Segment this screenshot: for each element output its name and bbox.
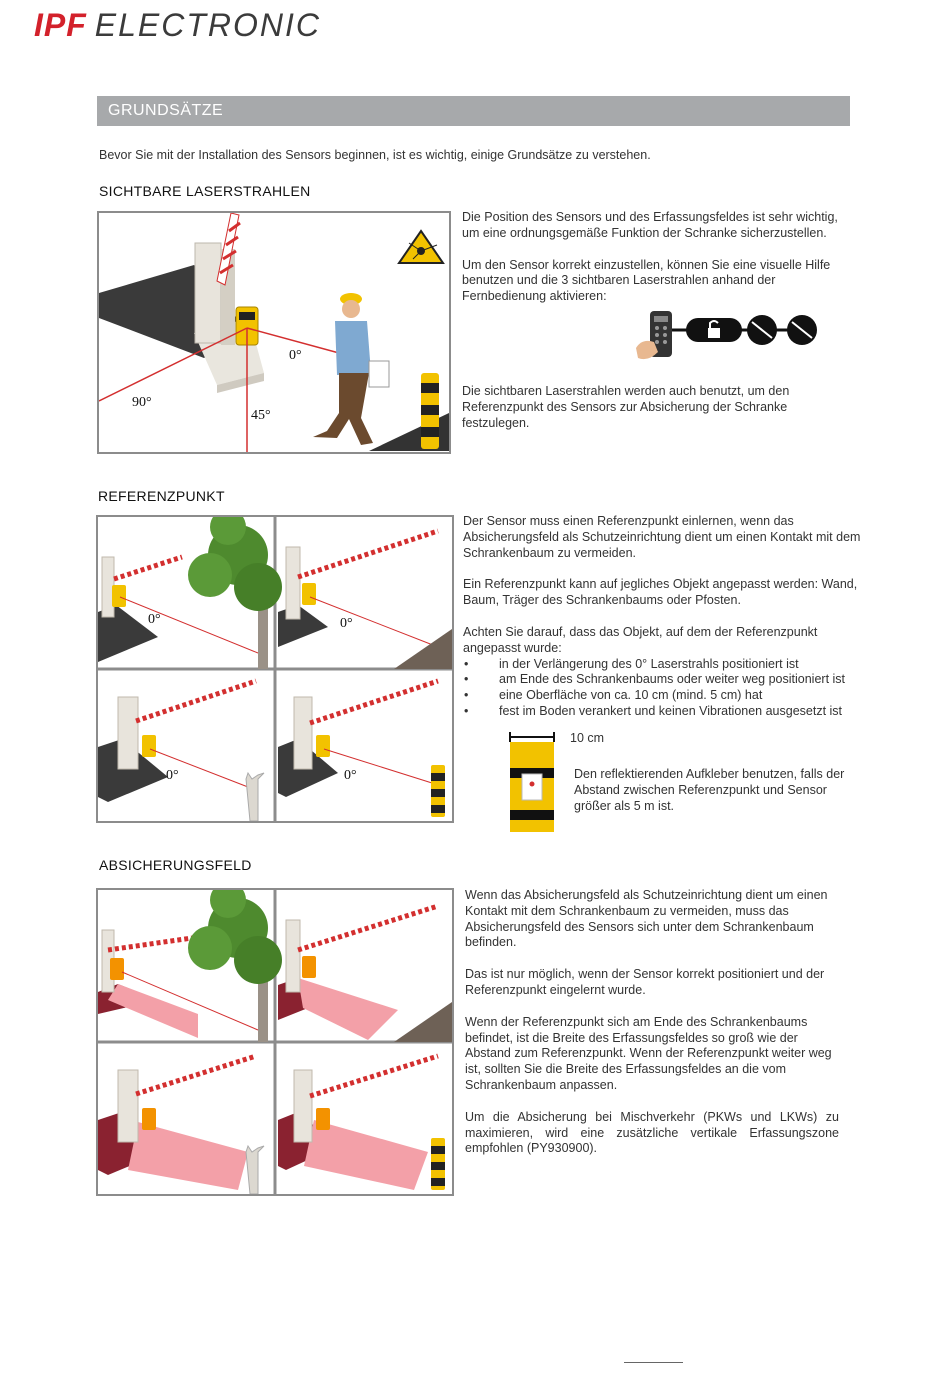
ref-angle-label-3: 0° (166, 768, 179, 783)
reference-paragraph-1: Der Sensor muss einen Referenzpunkt einlernen, wenn das Absicherungsfeld als Schutzeinrichtung dient um einen Kontakt mit dem Schrankenbaum zu vermeiden. (463, 514, 861, 560)
reference-bullet-list (463, 657, 873, 720)
laser-button-1-icon (747, 315, 777, 345)
reflective-sticker (508, 730, 558, 832)
bollard-icon (421, 373, 439, 449)
laser-paragraph-2: Um den Sensor korrekt einzustellen, können Sie eine visuelle Hilfe benutzen und die 3 sichtbaren Laserstrahlen anhand der Fernbedienung aktivieren: (462, 257, 831, 304)
reference-heading: REFERENZPUNKT (98, 488, 225, 504)
field-text (465, 888, 839, 1173)
sticker-note: Den reflektierenden Aufkleber benutzen, falls der Abstand zwischen Referenzpunkt und Sensor größer als 5 m ist. (574, 767, 845, 813)
ref-angle-label-4: 0° (344, 768, 357, 783)
laser-button-2-icon (787, 315, 817, 345)
brand-logo-ipf: IPF (34, 7, 87, 43)
sticker-size-label: 10 cm (570, 731, 605, 745)
angle-45-label: 45° (251, 408, 271, 423)
field-paragraph-2: Das ist nur möglich, wenn der Sensor korrekt positioniert und der Referenzpunkt eingelernt wurde. (465, 967, 825, 997)
reference-paragraph-2: Ein Referenzpunkt kann auf jegliches Objekt angepasst werden: Wand, Baum, Träger des Schrankenbaums oder Pfosten. (463, 577, 858, 608)
laser-warning-icon (399, 231, 443, 263)
remote-control-icon (636, 311, 672, 359)
ref-angle-label-2: 0° (340, 616, 353, 631)
reference-text (463, 514, 873, 720)
field-paragraph-3: Wenn der Referenzpunkt sich am Ende des Schrankenbaums befindet, ist die Breite des Erfassungsfeldes so groß wie der Abstand zum Referenzpunkt. Wenn der Referenzpunkt weiter weg ist, sollten Sie die Breite des Erfassungsfeldes an die vom Schrankenbaum anpassen. (465, 1014, 832, 1092)
laser-text (462, 210, 844, 321)
section-banner (97, 96, 850, 126)
reference-paragraph-3: Achten Sie darauf, dass das Objekt, auf dem der Referenzpunkt angepasst wurde: (463, 624, 818, 655)
brand-logo (34, 6, 321, 44)
field-illustrations (96, 888, 454, 1196)
laser-illustration (97, 211, 451, 454)
laser-heading: SICHTBARE LASERSTRAHLEN (99, 183, 311, 199)
list-item: • am Ende des Schrankenbaums oder weiter weg positioniert ist (463, 672, 873, 688)
section-title: GRUNDSÄTZE (108, 102, 224, 119)
angle-0-label: 0° (289, 348, 302, 363)
intro-text: Bevor Sie mit der Installation des Sensors beginnen, ist es wichtig, einige Grundsätze zu verstehen. (99, 148, 651, 162)
list-item: • in der Verlängerung des 0° Laserstrahls positioniert ist (463, 657, 873, 673)
field-heading: ABSICHERUNGSFELD (99, 857, 252, 873)
laser-paragraph-1: Die Position des Sensors und des Erfassungsfeldes ist sehr wichtig, um eine ordnungsgemäße Funktion der Schranke sicherzustellen. (462, 210, 838, 240)
list-item: • eine Oberfläche von ca. 10 cm (mind. 5 cm) hat (463, 688, 873, 704)
laser-paragraph-3: Die sichtbaren Laserstrahlen werden auch benutzt, um den Referenzpunkt des Sensors zur Absicherung der Schranke festzulegen. (462, 384, 790, 430)
ref-angle-label-1: 0° (148, 612, 161, 627)
reference-illustrations (96, 515, 454, 823)
field-paragraph-1: Wenn das Absicherungsfeld als Schutzeinrichtung dient um einen Kontakt mit dem Schrankenbaum zu vermeiden, muss das Absicherungsfeld des Sensors sich unter dem Schrankenbaum befinden. (465, 888, 828, 950)
brand-logo-electronic: ELECTRONIC (94, 7, 322, 43)
field-paragraph-4: Um die Absicherung bei Mischverkehr (PKWs und LKWs) zu maximieren, wird eine zusätzliche vertikale Erfassungszone empfohlen (PY930900). (465, 1109, 839, 1156)
remote-sequence (634, 308, 824, 364)
angle-90-label: 90° (132, 395, 152, 410)
footer-rule (624, 1362, 683, 1363)
list-item: • fest im Boden verankert und keinen Vibrationen ausgesetzt ist (463, 704, 873, 720)
unlock-button-icon (686, 318, 742, 342)
